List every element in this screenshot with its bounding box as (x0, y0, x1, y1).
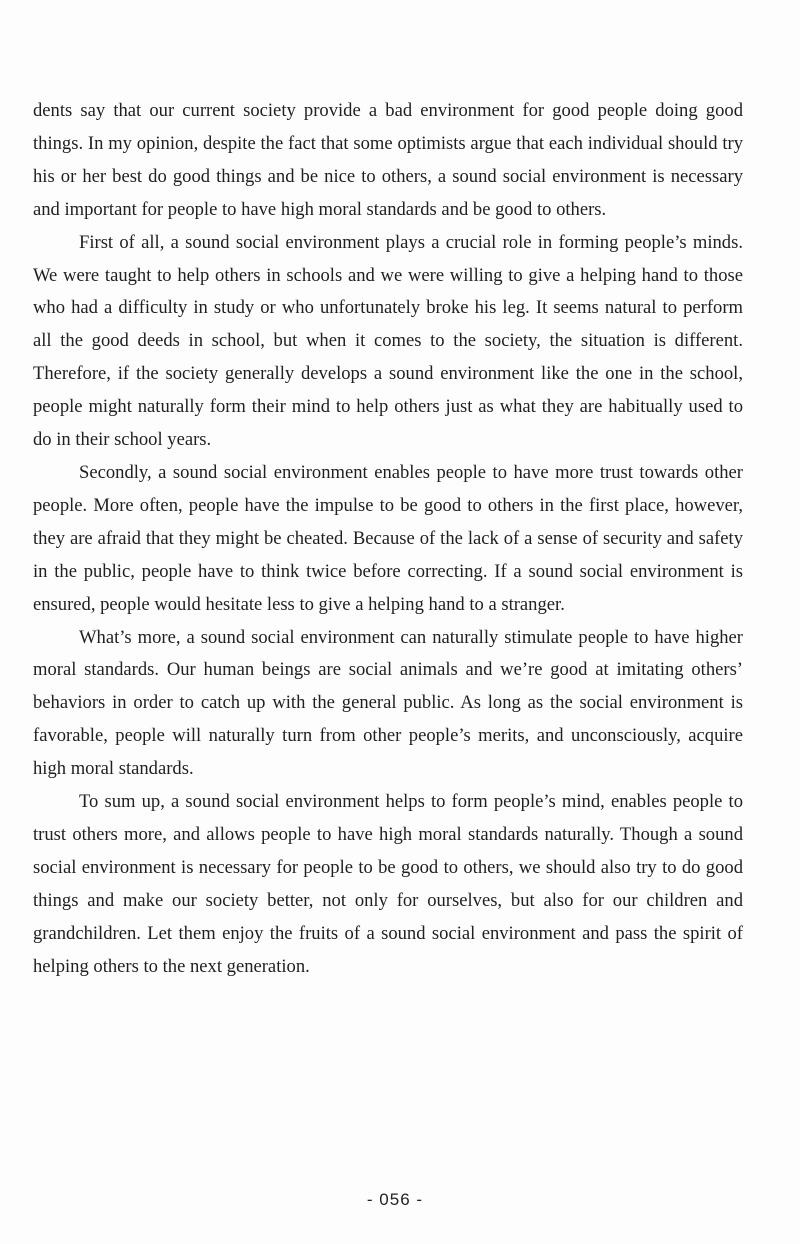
paragraph-continuation: dents say that our current society provide a bad environment for good people doing good things. In my opinion, despite the fact that some optimists argue that each individual should try his or her best do good things and be nice to others, a sound social environment is necessary and important for people to have high moral standards and be good to others. (33, 100, 743, 220)
paragraph-conclusion: To sum up, a sound social environment helps to form people’s mind, enables people to trust others more, and allows people to have high moral standards naturally. Though a sound social environment is necessary for people to be good to others, we should also try to do good things and make our society better, not only for ourselves, but also for our children and grandchildren. Let them enjoy the fruits of a sound social environment and pass the spirit of helping others to the next generation. (33, 791, 743, 977)
page-number: - 056 - (366, 1190, 424, 1209)
paragraph-secondly: Secondly, a sound social environment enables people to have more trust towards other people. More often, people have the impulse to be good to others in the first place, however, they are afraid that they might be cheated. Because of the lack of a sense of security and safety in the public, people have to think twice before correcting. If a sound social environment is ensured, people would hesitate less to give a helping hand to a stranger. (33, 461, 743, 615)
essay-body (33, 95, 743, 983)
paragraph-first-of-all: First of all, a sound social environment plays a crucial role in forming people’s minds. We were taught to help others in schools and we were willing to give a helping hand to those who had a difficulty in study or who unfortunately broke his leg. It seems natural to perform all the good deeds in school, but when it comes to the society, the situation is different. Therefore, if the society generally develops a sound environment like the one in the school, people might naturally form their mind to help others just as what they are habitually used to do in their school years. (33, 231, 743, 451)
paragraph-whats-more: What’s more, a sound social environment can naturally stimulate people to have higher moral standards. Our human beings are social animals and we’re good at imitating others’ behaviors in order to catch up with the general public. As long as the social environment is favorable, people will naturally turn from other people’s merits, and unconsciously, acquire high moral standards. (33, 626, 743, 780)
